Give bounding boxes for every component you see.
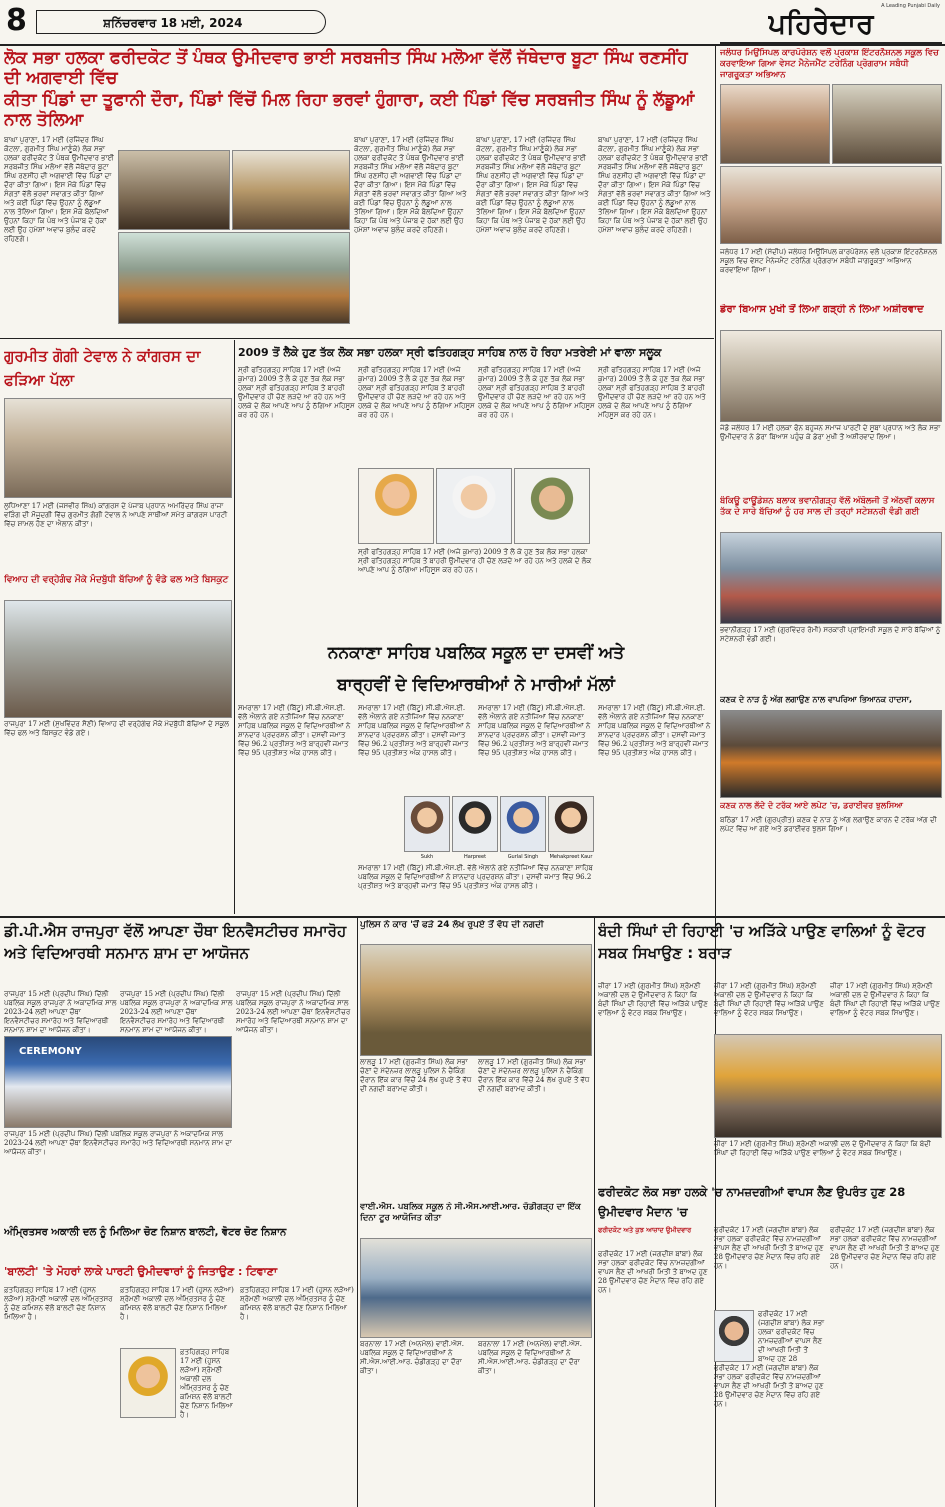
student-photos [404,796,596,862]
anniversary-headline: ਵਿਆਹ ਦੀ ਵਰ੍ਹੇਗੰਢ ਮੌਕੇ ਮੰਦਬੁੱਧੀ ਬੱਚਿਆਂ ਨੂੰ ਵੰਡੇ ਫਲ ਅਤੇ ਬਿਸਕੁਟ [4,575,229,585]
fatehgarh-headline: 2009 ਤੋਂ ਲੈਕੇ ਹੁਣ ਤੱਕ ਲੋਕ ਸਭਾ ਹਲਕਾ ਸ੍ਰੀ ਫਤਿਹਗੜ੍ਹ ਸਾਹਿਬ ਨਾਲ ਹੋ ਰਿਹਾ ਮਤਰੇਈ ਮਾਂ ਵਾਲਾ ਸਲੂਕ [238,346,662,359]
date-text: ਸ਼ਨਿੱਚਰਵਾਰ 18 ਮਈ, 2024 [103,16,243,30]
dps-photo-label: CEREMONY [19,1046,82,1057]
nankana-headline-1: ਨਨਕਾਣਾ ਸਾਹਿਬ ਪਬਲਿਕ ਸਕੂਲ ਦਾ ਦਸਵੀਂ ਅਤੇ [327,643,625,663]
fire-headline: ਕਣਕ ਦੇ ਨਾੜ ਨੂੰ ਅੱਗ ਲਗਾਉਣ ਨਾਲ ਵਾਪਰਿਆ ਭਿਆਨਕ ਹਾਦਸਾ, [720,695,913,704]
faridkot-col-1: ਫਰੀਦਕੋਟ 17 ਮਈ (ਜਗਦੀਸ਼ ਬਾਂਬਾ) ਲੋਕ ਸਭਾ ਹਲਕਾ ਫਰੀਦਕੋਟ ਵਿੱਚ ਨਾਮਜ਼ਦਗੀਆਂ ਵਾਪਸ ਲੈਣ ਦੀ ਆਖਰੀ ਮਿਤੀ ਤੋਂ ਬਾਅਦ ਹੁਣ 28 ਉਮੀਦਵਾਰ ਚੋਣ ਮੈਦਾਨ ਵਿੱਚ ਰਹਿ ਗਏ ਹਨ। [598,1250,708,1294]
dps-headline: ਡੀ.ਪੀ.ਐਸ ਰਾਜਪੁਰਾ ਵੱਲੋਂ ਆਪਣਾ ਚੌਥਾ ਇਨਵੈਸਟੀਚਰ ਸਮਾਰੋਹ ਅਤੇ ਵਿਦਿਆਰਥੀ ਸਨਮਾਨ ਸ਼ਾਮ ਦਾ ਆਯੋਜਨ [4,922,347,962]
tiwana-col-1: ਫ਼ਤਹਿਗੜ੍ਹ ਸਾਹਿਬ 17 ਮਈ (ਹੁਸਨ ਲੜੋਆ) ਸ਼੍ਰੋਮਣੀ ਅਕਾਲੀ ਦਲ ਅੰਮ੍ਰਿਤਸਰ ਨੂੰ ਚੋਣ ਕਮਿਸ਼ਨ ਵੱਲੋਂ ਬਾਲਟੀ ਚੋਣ ਨਿਸ਼ਾਨ ਮਿਲਿਆ ਹੈ। [4,1286,113,1321]
masthead-title-box [720,2,942,44]
fatehgarh-left-rule [234,340,235,914]
top-story-col-3: ਬਾਘਾ ਪੁਰਾਣਾ, 17 ਮਈ (ਰਜਿੰਦਰ ਸਿੰਘ ਕੋਟਲਾ, ਗੁਰਮੀਤ ਸਿੰਘ ਮਾਣੂੰਕੇ) ਲੋਕ ਸਭਾ ਹਲਕਾ ਫਰੀਦਕੋਟ ਤੋਂ ਪੰਥਕ ਉਮੀਦਵਾਰ ਭਾਈ ਸਰਬਜੀਤ ਸਿੰਘ ਮਲੋਆ ਵੱਲੋਂ ਜੱਥੇਦਾਰ ਬੂਟਾ ਸਿੰਘ ਰਣਸੀਂਹ ਦੀ ਅਗਵਾਈ ਵਿੱਚ ਪਿੰਡਾਂ ਦਾ ਦੌਰਾ ਕੀਤਾ ਗਿਆ। ਇਸ ਮੌਕੇ ਪਿੰਡਾਂ ਵਿੱਚ ਸੰਗਤਾਂ ਵੱਲੋਂ ਭਰਵਾਂ ਸਵਾਗਤ ਕੀਤਾ ਗਿਆ ਅਤੇ ਕਈ ਪਿੰਡਾਂ ਵਿੱਚ ਉਹਨਾਂ ਨੂੰ ਲੱਡੂਆਂ ਨਾਲ ਤੋਲਿਆ ਗਿਆ। ਇਸ ਮੌਕੇ ਬੋਲਦਿਆਂ ਉਹਨਾਂ ਕਿਹਾ ਕਿ ਪੰਥ ਅਤੇ ਪੰਜਾਬ ਦੇ ਹੱਕਾਂ ਲਈ ਉਹ ਹਮੇਸ਼ਾਂ ਅਵਾਜ਼ ਬੁਲੰਦ ਕਰਦੇ ਰਹਿਣਗੇ। [476,136,589,234]
faridkot-col-3: ਫਰੀਦਕੋਟ 17 ਮਈ (ਜਗਦੀਸ਼ ਬਾਂਬਾ) ਲੋਕ ਸਭਾ ਹਲਕਾ ਫਰੀਦਕੋਟ ਵਿੱਚ ਨਾਮਜ਼ਦਗੀਆਂ ਵਾਪਸ ਲੈਣ ਦੀ ਆਖਰੀ ਮਿਤੀ ਤੋਂ ਬਾਅਦ ਹੁਣ 28 [758,1310,825,1362]
bankiu-body: ਭਵਾਨੀਗੜ੍ਹ 17 ਮਈ (ਗੁਰਵਿੰਦਰ ਰੋਮੀ) ਸਰਕਾਰੀ ਪ੍ਰਾਇਮਰੀ ਸਕੂਲ ਦੇ ਸਾਰੇ ਬੱਚਿਆਂ ਨੂੰ ਸਟੇਸ਼ਨਰੀ ਵੰਡੀ ਗਈ। [720,626,941,643]
faridkot-sub: ਫਰੀਦਕੋਟ ਅਤੇ ਕੁਝ ਆਜ਼ਾਦ ਉਮੀਦਵਾਰ [598,1226,692,1234]
dera-photo [720,330,942,422]
tiwana-col-3: ਫ਼ਤਹਿਗੜ੍ਹ ਸਾਹਿਬ 17 ਮਈ (ਹੁਸਨ ਲੜੋਆ) ਸ਼੍ਰੋਮਣੀ ਅਕਾਲੀ ਦਲ ਅੰਮ੍ਰਿਤਸਰ ਨੂੰ ਚੋਣ ਕਮਿਸ਼ਨ ਵੱਲੋਂ ਬਾਲਟੀ ਚੋਣ ਨਿਸ਼ਾਨ ਮਿਲਿਆ ਹੈ। [180,1348,233,1419]
dera-body: ਜੰਡੋ ਜਲੰਧਰ 17 ਮਈ ਹਲਕਾ ਫੋਨ ਬਹੁਜਨ ਸਮਾਜ ਪਾਰਟੀ ਦੇ ਸੂਬਾ ਪ੍ਰਧਾਨ ਅਤੇ ਲੋਕ ਸਭਾ ਉਮੀਦਵਾਰ ਨੇ ਡੇਰਾ ਬਿਆਸ ਪਹੁੰਚ ਕੇ ਡੇਰਾ ਮੁਖੀ ਤੋਂ ਅਸ਼ੀਰਵਾਦ ਲਿਆ। [720,424,941,441]
police-photo [360,944,592,1056]
student-label-3: Gurlal Singh [507,854,539,860]
fatehgarh-portrait-3 [514,468,590,544]
dps-col-2: ਰਾਜਪੁਰਾ 15 ਮਈ (ਪ੍ਰਦੀਪ ਸਿੰਘ) ਦਿੱਲੀ ਪਬਲਿਕ ਸਕੂਲ ਰਾਜਪੁਰਾ ਨੇ ਅਕਾਦਮਿਕ ਸਾਲ 2023-24 ਲਈ ਆਪਣਾ ਚੌਥਾ ਇਨਵੈਸਟੀਚਰ ਸਮਾਰੋਹ ਅਤੇ ਵਿਦਿਆਰਥੀ ਸਨਮਾਨ ਸ਼ਾਮ ਦਾ ਆਯੋਜਨ ਕੀਤਾ। [120,990,233,1034]
newspaper-title: ਪਹਿਰੇਦਾਰ [768,7,874,40]
faridkot-headline: ਫਰੀਦਕੋਟ ਲੋਕ ਸਭਾ ਹਲਕੇ 'ਚ ਨਾਮਜ਼ਦਗੀਆਂ ਵਾਪਸ ਲੈਣ ਉਪਰੰਤ ਹੁਣ 28 ਉਮੀਦਵਾਰ ਮੈਦਾਨ 'ਚ [598,1185,906,1219]
student-photo-3 [500,796,546,852]
nankana-col-5: ਸਮਰਾਲਾ 17 ਮਈ (ਬਿੱਟੂ) ਸੀ.ਬੀ.ਐਸ.ਈ. ਵੱਲੋਂ ਐਲਾਨੇ ਗਏ ਨਤੀਜਿਆਂ ਵਿੱਚ ਨਨਕਾਣਾ ਸਾਹਿਬ ਪਬਲਿਕ ਸਕੂਲ ਦੇ ਵਿਦਿਆਰਥੀਆਂ ਨੇ ਸ਼ਾਨਦਾਰ ਪ੍ਰਦਰਸ਼ਨ ਕੀਤਾ। ਦਸਵੀਂ ਜਮਾਤ ਵਿੱਚ 96.2 ਪ੍ਰਤੀਸ਼ਤ ਅਤੇ ਬਾਰ੍ਹਵੀਂ ਜਮਾਤ ਵਿੱਚ 95 ਪ੍ਰਤੀਸ਼ਤ ਅੰਕ ਹਾਸਲ ਕੀਤੇ। [358,864,593,890]
brar-col-3: ਜ਼ੀਰਾ 17 ਮਈ (ਗੁਰਮੀਤ ਸਿੰਘ) ਸ਼੍ਰੋਮਣੀ ਅਕਾਲੀ ਦਲ ਦੇ ਉਮੀਦਵਾਰ ਨੇ ਕਿਹਾ ਕਿ ਬੰਦੀ ਸਿੰਘਾਂ ਦੀ ਰਿਹਾਈ ਵਿੱਚ ਅੜਿੱਕੇ ਪਾਉਣ ਵਾਲਿਆਂ ਨੂੰ ਵੋਟਰ ਸਬਕ ਸਿਖਾਉਣ। [830,982,940,1017]
bankiu-headline: ਬੰਕਿਊ ਫਾਊਂਡੇਸ਼ਨ ਬਲਾਕ ਭਵਾਨੀਗੜ੍ਹ ਵੱਲੋਂ ਅੰਬੋਲਜੀ ਤੋਂ ਅੱਠਵੀਂ ਕਲਾਸ ਤੱਕ ਦੇ ਸਾਰੇ ਬੱਚਿਆਂ ਨੂੰ ਹਰ ਸਾਲ ਦੀ ਤਰ੍ਹਾਂ ਸਟੇਸ਼ਨਰੀ ਵੰਡੀ ਗਈ [720,496,935,517]
student-label-1: Sukh [420,854,434,860]
fatehgarh-portrait-1 [358,468,434,544]
nankana-col-1: ਸਮਰਾਲਾ 17 ਮਈ (ਬਿੱਟੂ) ਸੀ.ਬੀ.ਐਸ.ਈ. ਵੱਲੋਂ ਐਲਾਨੇ ਗਏ ਨਤੀਜਿਆਂ ਵਿੱਚ ਨਨਕਾਣਾ ਸਾਹਿਬ ਪਬਲਿਕ ਸਕੂਲ ਦੇ ਵਿਦਿਆਰਥੀਆਂ ਨੇ ਸ਼ਾਨਦਾਰ ਪ੍ਰਦਰਸ਼ਨ ਕੀਤਾ। ਦਸਵੀਂ ਜਮਾਤ ਵਿੱਚ 96.2 ਪ੍ਰਤੀਸ਼ਤ ਅਤੇ ਬਾਰ੍ਹਵੀਂ ਜਮਾਤ ਵਿੱਚ 95 ਪ੍ਰਤੀਸ਼ਤ ਅੰਕ ਹਾਸਲ ਕੀਤੇ। [238,704,351,757]
dera-headline: ਡੇਰਾ ਬਿਆਸ ਮੁਖੀ ਤੋਂ ਲਿਆ ਗੜ੍ਹੀ ਨੇ ਲਿਆ ਅਸ਼ੀਰਵਾਦ [720,304,924,315]
fire-caption: ਕਣਕ ਨਾਲ ਲੱਦੇ ਦੋ ਟਰੱਕ ਆਏ ਲਪੇਟ 'ਚ, ਡਰਾਈਵਰ ਝੁਲਸਿਆ [720,801,903,810]
ryms-headline: ਵਾਈ.ਐਸ. ਪਬਲਿਕ ਸਕੂਲ ਨੇ ਸੀ.ਐਸ.ਆਈ.ਆਰ. ਚੰਡੀਗੜ੍ਹ ਦਾ ਇੱਕ ਦਿਨਾ ਟੂਰ ਆਯੋਜਿਤ ਕੀਤਾ [360,1202,581,1223]
top-story-rule [0,338,714,339]
fatehgarh-col-5: ਸ੍ਰੀ ਫਤਿਹਗੜ੍ਹ ਸਾਹਿਬ 17 ਮਈ (ਅਜੇ ਕੁਮਾਰ) 2009 ਤੋਂ ਲੈ ਕੇ ਹੁਣ ਤੱਕ ਲੋਕ ਸਭਾ ਹਲਕਾ ਸ੍ਰੀ ਫਤਿਹਗੜ੍ਹ ਸਾਹਿਬ ਤੋਂ ਬਾਹਰੀ ਉਮੀਦਵਾਰ ਹੀ ਚੋਣ ਲੜਦੇ ਆ ਰਹੇ ਹਨ ਅਤੇ ਹਲਕੇ ਦੇ ਲੋਕ ਆਪਣੇ ਆਪ ਨੂੰ ਠੱਗਿਆ ਮਹਿਸੂਸ ਕਰ ਰਹੇ ਹਨ। [358,548,592,574]
gogi-photo [4,398,232,498]
student-photo-1 [404,796,450,852]
top-headline-2: ਕੀਤਾ ਪਿੰਡਾਂ ਦਾ ਤੂਫਾਨੀ ਦੌਰਾ, ਪਿੰਡਾਂ ਵਿੱਚੋਂ ਮਿਲ ਰਿਹਾ ਭਰਵਾਂ ਹੁੰਗਾਰਾ, ਕਈ ਪਿੰਡਾਂ ਵਿੱਚ ਸਰਬਜੀਤ ਸਿੰਘ ਨੂੰ ਲੱਡੂਆਂ ਨਾਲ ਤੋਲਿਆ [4,90,695,130]
fatehgarh-col-2: ਸ੍ਰੀ ਫਤਿਹਗੜ੍ਹ ਸਾਹਿਬ 17 ਮਈ (ਅਜੇ ਕੁਮਾਰ) 2009 ਤੋਂ ਲੈ ਕੇ ਹੁਣ ਤੱਕ ਲੋਕ ਸਭਾ ਹਲਕਾ ਸ੍ਰੀ ਫਤਿਹਗੜ੍ਹ ਸਾਹਿਬ ਤੋਂ ਬਾਹਰੀ ਉਮੀਦਵਾਰ ਹੀ ਚੋਣ ਲੜਦੇ ਆ ਰਹੇ ਹਨ ਅਤੇ ਹਲਕੇ ਦੇ ਲੋਕ ਆਪਣੇ ਆਪ ਨੂੰ ਠੱਗਿਆ ਮਹਿਸੂਸ ਕਰ ਰਹੇ ਹਨ। [358,366,475,419]
student-photo-4 [548,796,594,852]
police-left-rule [357,918,358,1507]
brar-col-1: ਜ਼ੀਰਾ 17 ਮਈ (ਗੁਰਮੀਤ ਸਿੰਘ) ਸ਼੍ਰੋਮਣੀ ਅਕਾਲੀ ਦਲ ਦੇ ਉਮੀਦਵਾਰ ਨੇ ਕਿਹਾ ਕਿ ਬੰਦੀ ਸਿੰਘਾਂ ਦੀ ਰਿਹਾਈ ਵਿੱਚ ਅੜਿੱਕੇ ਪਾਉਣ ਵਾਲਿਆਂ ਨੂੰ ਵੋਟਰ ਸਬਕ ਸਿਖਾਉਣ। [598,982,708,1017]
fire-photo [720,710,942,798]
dps-photo [4,1036,232,1128]
top-story-col-1: ਬਾਘਾ ਪੁਰਾਣਾ, 17 ਮਈ (ਰਜਿੰਦਰ ਸਿੰਘ ਕੋਟਲਾ, ਗੁਰਮੀਤ ਸਿੰਘ ਮਾਣੂੰਕੇ) ਲੋਕ ਸਭਾ ਹਲਕਾ ਫਰੀਦਕੋਟ ਤੋਂ ਪੰਥਕ ਉਮੀਦਵਾਰ ਭਾਈ ਸਰਬਜੀਤ ਸਿੰਘ ਮਲੋਆ ਵੱਲੋਂ ਜੱਥੇਦਾਰ ਬੂਟਾ ਸਿੰਘ ਰਣਸੀਂਹ ਦੀ ਅਗਵਾਈ ਵਿੱਚ ਪਿੰਡਾਂ ਦਾ ਦੌਰਾ ਕੀਤਾ ਗਿਆ। ਇਸ ਮੌਕੇ ਪਿੰਡਾਂ ਵਿੱਚ ਸੰਗਤਾਂ ਵੱਲੋਂ ਭਰਵਾਂ ਸਵਾਗਤ ਕੀਤਾ ਗਿਆ ਅਤੇ ਕਈ ਪਿੰਡਾਂ ਵਿੱਚ ਉਹਨਾਂ ਨੂੰ ਲੱਡੂਆਂ ਨਾਲ ਤੋਲਿਆ ਗਿਆ। ਇਸ ਮੌਕੇ ਬੋਲਦਿਆਂ ਉਹਨਾਂ ਕਿਹਾ ਕਿ ਪੰਥ ਅਤੇ ਪੰਜਾਬ ਦੇ ਹੱਕਾਂ ਲਈ ਉਹ ਹਮੇਸ਼ਾਂ ਅਵਾਜ਼ ਬੁਲੰਦ ਕਰਦੇ ਰਹਿਣਗੇ। [4,136,114,243]
fatehgarh-col-4: ਸ੍ਰੀ ਫਤਿਹਗੜ੍ਹ ਸਾਹਿਬ 17 ਮਈ (ਅਜੇ ਕੁਮਾਰ) 2009 ਤੋਂ ਲੈ ਕੇ ਹੁਣ ਤੱਕ ਲੋਕ ਸਭਾ ਹਲਕਾ ਸ੍ਰੀ ਫਤਿਹਗੜ੍ਹ ਸਾਹਿਬ ਤੋਂ ਬਾਹਰੀ ਉਮੀਦਵਾਰ ਹੀ ਚੋਣ ਲੜਦੇ ਆ ਰਹੇ ਹਨ ਅਤੇ ਹਲਕੇ ਦੇ ਲੋਕ ਆਪਣੇ ਆਪ ਨੂੰ ਠੱਗਿਆ ਮਹਿਸੂਸ ਕਰ ਰਹੇ ਹਨ। [598,366,706,419]
top-photo-1 [118,150,230,230]
anniversary-photo [4,600,232,718]
police-headline: ਪੁਲਿਸ ਨੇ ਕਾਰ 'ਚੋਂ ਫੜੇ 24 ਲੱਖ ਰੁਪਏ ਤੋਂ ਵੱਧ ਦੀ ਨਗਦੀ [360,920,544,930]
fatehgarh-col-3: ਸ੍ਰੀ ਫਤਿਹਗੜ੍ਹ ਸਾਹਿਬ 17 ਮਈ (ਅਜੇ ਕੁਮਾਰ) 2009 ਤੋਂ ਲੈ ਕੇ ਹੁਣ ਤੱਕ ਲੋਕ ਸਭਾ ਹਲਕਾ ਸ੍ਰੀ ਫਤਿਹਗੜ੍ਹ ਸਾਹਿਬ ਤੋਂ ਬਾਹਰੀ ਉਮੀਦਵਾਰ ਹੀ ਚੋਣ ਲੜਦੇ ਆ ਰਹੇ ਹਨ ਅਤੇ ਹਲਕੇ ਦੇ ਲੋਕ ਆਪਣੇ ਆਪ ਨੂੰ ਠੱਗਿਆ ਮਹਿਸੂਸ ਕਰ ਰਹੇ ਹਨ। [478,366,595,419]
top-story-col-4: ਬਾਘਾ ਪੁਰਾਣਾ, 17 ਮਈ (ਰਜਿੰਦਰ ਸਿੰਘ ਕੋਟਲਾ, ਗੁਰਮੀਤ ਸਿੰਘ ਮਾਣੂੰਕੇ) ਲੋਕ ਸਭਾ ਹਲਕਾ ਫਰੀਦਕੋਟ ਤੋਂ ਪੰਥਕ ਉਮੀਦਵਾਰ ਭਾਈ ਸਰਬਜੀਤ ਸਿੰਘ ਮਲੋਆ ਵੱਲੋਂ ਜੱਥੇਦਾਰ ਬੂਟਾ ਸਿੰਘ ਰਣਸੀਂਹ ਦੀ ਅਗਵਾਈ ਵਿੱਚ ਪਿੰਡਾਂ ਦਾ ਦੌਰਾ ਕੀਤਾ ਗਿਆ। ਇਸ ਮੌਕੇ ਪਿੰਡਾਂ ਵਿੱਚ ਸੰਗਤਾਂ ਵੱਲੋਂ ਭਰਵਾਂ ਸਵਾਗਤ ਕੀਤਾ ਗਿਆ ਅਤੇ ਕਈ ਪਿੰਡਾਂ ਵਿੱਚ ਉਹਨਾਂ ਨੂੰ ਲੱਡੂਆਂ ਨਾਲ ਤੋਲਿਆ ਗਿਆ। ਇਸ ਮੌਕੇ ਬੋਲਦਿਆਂ ਉਹਨਾਂ ਕਿਹਾ ਕਿ ਪੰਥ ਅਤੇ ਪੰਜਾਬ ਦੇ ਹੱਕਾਂ ਲਈ ਉਹ ਹਮੇਸ਼ਾਂ ਅਵਾਜ਼ ਬੁਲੰਦ ਕਰਦੇ ਰਹਿਣਗੇ। [598,136,711,234]
top-story-col-2: ਬਾਘਾ ਪੁਰਾਣਾ, 17 ਮਈ (ਰਜਿੰਦਰ ਸਿੰਘ ਕੋਟਲਾ, ਗੁਰਮੀਤ ਸਿੰਘ ਮਾਣੂੰਕੇ) ਲੋਕ ਸਭਾ ਹਲਕਾ ਫਰੀਦਕੋਟ ਤੋਂ ਪੰਥਕ ਉਮੀਦਵਾਰ ਭਾਈ ਸਰਬਜੀਤ ਸਿੰਘ ਮਲੋਆ ਵੱਲੋਂ ਜੱਥੇਦਾਰ ਬੂਟਾ ਸਿੰਘ ਰਣਸੀਂਹ ਦੀ ਅਗਵਾਈ ਵਿੱਚ ਪਿੰਡਾਂ ਦਾ ਦੌਰਾ ਕੀਤਾ ਗਿਆ। ਇਸ ਮੌਕੇ ਪਿੰਡਾਂ ਵਿੱਚ ਸੰਗਤਾਂ ਵੱਲੋਂ ਭਰਵਾਂ ਸਵਾਗਤ ਕੀਤਾ ਗਿਆ ਅਤੇ ਕਈ ਪਿੰਡਾਂ ਵਿੱਚ ਉਹਨਾਂ ਨੂੰ ਲੱਡੂਆਂ ਨਾਲ ਤੋਲਿਆ ਗਿਆ। ਇਸ ਮੌਕੇ ਬੋਲਦਿਆਂ ਉਹਨਾਂ ਕਿਹਾ ਕਿ ਪੰਥ ਅਤੇ ਪੰਜਾਬ ਦੇ ਹੱਕਾਂ ਲਈ ਉਹ ਹਮੇਸ਼ਾਂ ਅਵਾਜ਼ ਬੁਲੰਦ ਕਰਦੇ ਰਹਿਣਗੇ। [354,136,467,234]
brar-photo [714,1034,942,1138]
tiwana-portrait [120,1348,176,1418]
ryms-col-2: ਬਰਨਾਲਾ 17 ਮਈ (ਅਨਮੋਲ) ਵਾਈ.ਐਸ. ਪਬਲਿਕ ਸਕੂਲ ਦੇ ਵਿਦਿਆਰਥੀਆਂ ਨੇ ਸੀ.ਐਸ.ਆਈ.ਆਰ. ਚੰਡੀਗੜ੍ਹ ਦਾ ਦੌਰਾ ਕੀਤਾ। [478,1340,582,1375]
top-photo-2 [232,150,350,230]
gogi-headline: ਗੁਰਮੀਤ ਗੋਗੀ ਟੇਵਾਲ ਨੇ ਕਾਂਗਰਸ ਦਾ ਫੜਿਆ ਪੱਲਾ [4,347,201,389]
student-photo-2 [452,796,498,852]
nankana-col-4: ਸਮਰਾਲਾ 17 ਮਈ (ਬਿੱਟੂ) ਸੀ.ਬੀ.ਐਸ.ਈ. ਵੱਲੋਂ ਐਲਾਨੇ ਗਏ ਨਤੀਜਿਆਂ ਵਿੱਚ ਨਨਕਾਣਾ ਸਾਹਿਬ ਪਬਲਿਕ ਸਕੂਲ ਦੇ ਵਿਦਿਆਰਥੀਆਂ ਨੇ ਸ਼ਾਨਦਾਰ ਪ੍ਰਦਰਸ਼ਨ ਕੀਤਾ। ਦਸਵੀਂ ਜਮਾਤ ਵਿੱਚ 96.2 ਪ੍ਰਤੀਸ਼ਤ ਅਤੇ ਬਾਰ੍ਹਵੀਂ ਜਮਾਤ ਵਿੱਚ 95 ਪ੍ਰਤੀਸ਼ਤ ਅੰਕ ਹਾਸਲ ਕੀਤੇ। [598,704,711,757]
dps-col-4: ਰਾਜਪੁਰਾ 15 ਮਈ (ਪ੍ਰਦੀਪ ਸਿੰਘ) ਦਿੱਲੀ ਪਬਲਿਕ ਸਕੂਲ ਰਾਜਪੁਰਾ ਨੇ ਅਕਾਦਮਿਕ ਸਾਲ 2023-24 ਲਈ ਆਪਣਾ ਚੌਥਾ ਇਨਵੈਸਟੀਚਰ ਸਮਾਰੋਹ ਅਤੇ ਵਿਦਿਆਰਥੀ ਸਨਮਾਨ ਸ਼ਾਮ ਦਾ ਆਯੋਜਨ ਕੀਤਾ। [4,1130,232,1156]
nankana-col-3: ਸਮਰਾਲਾ 17 ਮਈ (ਬਿੱਟੂ) ਸੀ.ਬੀ.ਐਸ.ਈ. ਵੱਲੋਂ ਐਲਾਨੇ ਗਏ ਨਤੀਜਿਆਂ ਵਿੱਚ ਨਨਕਾਣਾ ਸਾਹਿਬ ਪਬਲਿਕ ਸਕੂਲ ਦੇ ਵਿਦਿਆਰਥੀਆਂ ਨੇ ਸ਼ਾਨਦਾਰ ਪ੍ਰਦਰਸ਼ਨ ਕੀਤਾ। ਦਸਵੀਂ ਜਮਾਤ ਵਿੱਚ 96.2 ਪ੍ਰਤੀਸ਼ਤ ਅਤੇ ਬਾਰ੍ਹਵੀਂ ਜਮਾਤ ਵਿੱਚ 95 ਪ੍ਰਤੀਸ਼ਤ ਅੰਕ ਹਾਸਲ ਕੀਤੇ। [478,704,591,757]
fire-body: ਬਠਿੰਡਾ 17 ਮਈ (ਗੁਰਪ੍ਰੀਤ) ਕਣਕ ਦੇ ਨਾੜ ਨੂੰ ਅੱਗ ਲਗਾਉਣ ਕਾਰਨ ਦੋ ਟਰੱਕ ਅੱਗ ਦੀ ਲਪੇਟ ਵਿੱਚ ਆ ਗਏ ਅਤੇ ਡਰਾਈਵਰ ਝੁਲਸ ਗਿਆ। [720,816,937,833]
fatehgarh-col-1: ਸ੍ਰੀ ਫਤਿਹਗੜ੍ਹ ਸਾਹਿਬ 17 ਮਈ (ਅਜੇ ਕੁਮਾਰ) 2009 ਤੋਂ ਲੈ ਕੇ ਹੁਣ ਤੱਕ ਲੋਕ ਸਭਾ ਹਲਕਾ ਸ੍ਰੀ ਫਤਿਹਗੜ੍ਹ ਸਾਹਿਬ ਤੋਂ ਬਾਹਰੀ ਉਮੀਦਵਾਰ ਹੀ ਚੋਣ ਲੜਦੇ ਆ ਰਹੇ ਹਨ ਅਤੇ ਹਲਕੇ ਦੇ ਲੋਕ ਆਪਣੇ ਆਪ ਨੂੰ ਠੱਗਿਆ ਮਹਿਸੂਸ ਕਰ ਰਹੇ ਹਨ। [238,366,355,419]
jalandhar-body: ਜਲੰਧਰ 17 ਮਈ (ਸੰਦੀਪ) ਜਲੰਧਰ ਮਿਉਂਸਿਪਲ ਕਾਰਪੋਰੇਸ਼ਨ ਵਲੋਂ ਪ੍ਰਕਾਸ਼ ਇੰਟਰਨੈਸ਼ਨਲ ਸਕੂਲ ਵਿਚ ਵੇਸਟ ਮੈਨੇਜਮੈਂਟ ਟਰੇਨਿੰਗ ਪ੍ਰੋਗਰਾਮ ਸਬੰਧੀ ਜਾਗਰੂਕਤਾ ਅਭਿਆਨ ਕਰਵਾਇਆ ਗਿਆ। [720,248,938,274]
dps-col-1: ਰਾਜਪੁਰਾ 15 ਮਈ (ਪ੍ਰਦੀਪ ਸਿੰਘ) ਦਿੱਲੀ ਪਬਲਿਕ ਸਕੂਲ ਰਾਜਪੁਰਾ ਨੇ ਅਕਾਦਮਿਕ ਸਾਲ 2023-24 ਲਈ ਆਪਣਾ ਚੌਥਾ ਇਨਵੈਸਟੀਚਰ ਸਮਾਰੋਹ ਅਤੇ ਵਿਦਿਆਰਥੀ ਸਨਮਾਨ ਸ਼ਾਮ ਦਾ ਆਯੋਜਨ ਕੀਤਾ। [4,990,117,1034]
tiwana-headline-2: 'ਬਾਲਟੀ' 'ਤੇ ਮੋਹਰਾਂ ਲਾਕੇ ਪਾਰਟੀ ਉਮੀਦਵਾਰਾਂ ਨੂੰ ਜਿਤਾਉਣ : ਟਿਵਾਣਾ [4,1265,278,1278]
police-col-2: ਲਾਲੜੂ 17 ਮਈ (ਗੁਰਜੀਤ ਸਿੰਘ) ਲੋਕ ਸਭਾ ਚੋਣਾਂ ਦੇ ਮੱਦੇਨਜ਼ਰ ਲਾਲੜੂ ਪੁਲਿਸ ਨੇ ਚੈਕਿੰਗ ਦੌਰਾਨ ਇੱਕ ਕਾਰ ਵਿੱਚੋਂ 24 ਲੱਖ ਰੁਪਏ ਤੋਂ ਵੱਧ ਦੀ ਨਗਦੀ ਬਰਾਮਦ ਕੀਤੀ। [478,1058,590,1093]
dps-col-3: ਰਾਜਪੁਰਾ 15 ਮਈ (ਪ੍ਰਦੀਪ ਸਿੰਘ) ਦਿੱਲੀ ਪਬਲਿਕ ਸਕੂਲ ਰਾਜਪੁਰਾ ਨੇ ਅਕਾਦਮਿਕ ਸਾਲ 2023-24 ਲਈ ਆਪਣਾ ਚੌਥਾ ਇਨਵੈਸਟੀਚਰ ਸਮਾਰੋਹ ਅਤੇ ਵਿਦਿਆਰਥੀ ਸਨਮਾਨ ਸ਼ਾਮ ਦਾ ਆਯੋਜਨ ਕੀਤਾ। [236,990,351,1034]
ryms-photo [360,1238,592,1338]
fatehgarh-portrait-2 [436,468,512,544]
jalandhar-photo-1 [720,84,830,164]
jalandhar-headline: ਜਲੰਧਰ ਮਿਉਂਸਿਪਲ ਕਾਰਪੋਰੇਸ਼ਨ ਵਲੋਂ ਪ੍ਰਕਾਸ਼ ਇੰਟਰਨੈਸ਼ਨਲ ਸਕੂਲ ਵਿਚ ਕਰਵਾਇਆ ਗਿਆ ਵੇਸਟ ਮੈਨੇਜਮੈਂਟ ਟਰੇਨਿੰਗ ਪ੍ਰੋਗਰਾਮ ਸਬੰਧੀ ਜਾਗਰੂਕਤਾ ਅਭਿਆਨ [720,48,939,80]
jalandhar-photo-2 [832,84,942,164]
masthead [0,0,945,44]
nankana-headline-2: ਬਾਰ੍ਹਵੀਂ ਦੇ ਵਿਦਿਆਰਥੀਆਂ ਨੇ ਮਾਰੀਆਂ ਮੱਲਾਂ [337,675,615,695]
faridkot-portrait [714,1310,754,1362]
top-photo-3 [118,232,350,324]
nankana-col-2: ਸਮਰਾਲਾ 17 ਮਈ (ਬਿੱਟੂ) ਸੀ.ਬੀ.ਐਸ.ਈ. ਵੱਲੋਂ ਐਲਾਨੇ ਗਏ ਨਤੀਜਿਆਂ ਵਿੱਚ ਨਨਕਾਣਾ ਸਾਹਿਬ ਪਬਲਿਕ ਸਕੂਲ ਦੇ ਵਿਦਿਆਰਥੀਆਂ ਨੇ ਸ਼ਾਨਦਾਰ ਪ੍ਰਦਰਸ਼ਨ ਕੀਤਾ। ਦਸਵੀਂ ਜਮਾਤ ਵਿੱਚ 96.2 ਪ੍ਰਤੀਸ਼ਤ ਅਤੇ ਬਾਰ੍ਹਵੀਂ ਜਮਾਤ ਵਿੱਚ 95 ਪ੍ਰਤੀਸ਼ਤ ਅੰਕ ਹਾਸਲ ਕੀਤੇ। [358,704,471,757]
masthead-rule [0,44,945,46]
jalandhar-photo-3 [720,166,942,244]
ryms-col-1: ਬਰਨਾਲਾ 17 ਮਈ (ਅਨਮੋਲ) ਵਾਈ.ਐਸ. ਪਬਲਿਕ ਸਕੂਲ ਦੇ ਵਿਦਿਆਰਥੀਆਂ ਨੇ ਸੀ.ਐਸ.ਆਈ.ਆਰ. ਚੰਡੀਗੜ੍ਹ ਦਾ ਦੌਰਾ ਕੀਤਾ। [360,1340,464,1375]
date-banner [36,10,326,34]
gogi-body: ਲੁਧਿਆਣਾ 17 ਮਈ (ਜਸਵੀਰ ਸਿੰਘ) ਕਾਂਗਰਸ ਦੇ ਪੰਜਾਬ ਪ੍ਰਧਾਨ ਅਮਰਿੰਦਰ ਸਿੰਘ ਰਾਜਾ ਵੜਿੰਗ ਦੀ ਮੌਜੂਦਗੀ ਵਿੱਚ ਗੁਰਮੀਤ ਗੋਗੀ ਟੇਵਾਲ ਨੇ ਆਪਣੇ ਸਾਥੀਆਂ ਸਮੇਤ ਕਾਂਗਰਸ ਪਾਰਟੀ ਵਿੱਚ ਸ਼ਾਮਲ ਹੋਣ ਦਾ ਐਲਾਨ ਕੀਤਾ। [4,502,228,528]
student-label-2: Harpreet [463,854,487,860]
brar-col-4: ਜ਼ੀਰਾ 17 ਮਈ (ਗੁਰਮੀਤ ਸਿੰਘ) ਸ਼੍ਰੋਮਣੀ ਅਕਾਲੀ ਦਲ ਦੇ ਉਮੀਦਵਾਰ ਨੇ ਕਿਹਾ ਕਿ ਬੰਦੀ ਸਿੰਘਾਂ ਦੀ ਰਿਹਾਈ ਵਿੱਚ ਅੜਿੱਕੇ ਪਾਉਣ ਵਾਲਿਆਂ ਨੂੰ ਵੋਟਰ ਸਬਕ ਸਿਖਾਉਣ। [714,1140,931,1157]
top-headline-1: ਲੋਕ ਸਭਾ ਹਲਕਾ ਫਰੀਦਕੋਟ ਤੋਂ ਪੰਥਕ ਉਮੀਦਵਾਰ ਭਾਈ ਸਰਬਜੀਤ ਸਿੰਘ ਮਲੋਆ ਵੱਲੋਂ ਜੱਥੇਦਾਰ ਬੂਟਾ ਸਿੰਘ ਰਣਸੀਂਹ ਦੀ ਅਗਵਾਈ ਵਿੱਚ [4,48,688,88]
brar-left-rule [594,918,595,1507]
student-label-4: Mehakpreet Kaur [549,854,593,860]
tiwana-col-4: ਫ਼ਤਹਿਗੜ੍ਹ ਸਾਹਿਬ 17 ਮਈ (ਹੁਸਨ ਲੜੋਆ) ਸ਼੍ਰੋਮਣੀ ਅਕਾਲੀ ਦਲ ਅੰਮ੍ਰਿਤਸਰ ਨੂੰ ਚੋਣ ਕਮਿਸ਼ਨ ਵੱਲੋਂ ਬਾਲਟੀ ਚੋਣ ਨਿਸ਼ਾਨ ਮਿਲਿਆ ਹੈ। [240,1286,354,1321]
brar-headline: ਬੰਦੀ ਸਿੰਘਾਂ ਦੀ ਰਿਹਾਈ 'ਚ ਅੜਿੱਕੇ ਪਾਉਣ ਵਾਲਿਆਂ ਨੂੰ ਵੋਟਰ ਸਬਕ ਸਿਖਾਉਣ : ਬਰਾੜ [598,922,926,962]
brar-col-2: ਜ਼ੀਰਾ 17 ਮਈ (ਗੁਰਮੀਤ ਸਿੰਘ) ਸ਼੍ਰੋਮਣੀ ਅਕਾਲੀ ਦਲ ਦੇ ਉਮੀਦਵਾਰ ਨੇ ਕਿਹਾ ਕਿ ਬੰਦੀ ਸਿੰਘਾਂ ਦੀ ਰਿਹਾਈ ਵਿੱਚ ਅੜਿੱਕੇ ਪਾਉਣ ਵਾਲਿਆਂ ਨੂੰ ਵੋਟਰ ਸਬਕ ਸਿਖਾਉਣ। [714,982,824,1017]
faridkot-col-4: ਫਰੀਦਕੋਟ 17 ਮਈ (ਜਗਦੀਸ਼ ਬਾਂਬਾ) ਲੋਕ ਸਭਾ ਹਲਕਾ ਫਰੀਦਕੋਟ ਵਿੱਚ ਨਾਮਜ਼ਦਗੀਆਂ ਵਾਪਸ ਲੈਣ ਦੀ ਆਖਰੀ ਮਿਤੀ ਤੋਂ ਬਾਅਦ ਹੁਣ 28 ਉਮੀਦਵਾਰ ਚੋਣ ਮੈਦਾਨ ਵਿੱਚ ਰਹਿ ਗਏ ਹਨ। [714,1364,824,1408]
tiwana-col-2: ਫ਼ਤਹਿਗੜ੍ਹ ਸਾਹਿਬ 17 ਮਈ (ਹੁਸਨ ਲੜੋਆ) ਸ਼੍ਰੋਮਣੀ ਅਕਾਲੀ ਦਲ ਅੰਮ੍ਰਿਤਸਰ ਨੂੰ ਚੋਣ ਕਮਿਸ਼ਨ ਵੱਲੋਂ ਬਾਲਟੀ ਚੋਣ ਨਿਸ਼ਾਨ ਮਿਲਿਆ ਹੈ। [120,1286,234,1321]
tiwana-headline: ਅੰਮ੍ਰਿਤਸਰ ਅਕਾਲੀ ਦਲ ਨੂੰ ਮਿਲਿਆ ਚੋਣ ਨਿਸ਼ਾਨ ਬਾਲਟੀ, ਵੋਟਰ ਚੋਣ ਨਿਸ਼ਾਨ [4,1227,287,1238]
tagline: A Leading Punjabi Daily [881,3,940,9]
mid-rule [0,916,945,918]
faridkot-col-2: ਫਰੀਦਕੋਟ 17 ਮਈ (ਜਗਦੀਸ਼ ਬਾਂਬਾ) ਲੋਕ ਸਭਾ ਹਲਕਾ ਫਰੀਦਕੋਟ ਵਿੱਚ ਨਾਮਜ਼ਦਗੀਆਂ ਵਾਪਸ ਲੈਣ ਦੀ ਆਖਰੀ ਮਿਤੀ ਤੋਂ ਬਾਅਦ ਹੁਣ 28 ਉਮੀਦਵਾਰ ਚੋਣ ਮੈਦਾਨ ਵਿੱਚ ਰਹਿ ਗਏ ਹਨ। [714,1226,824,1270]
anniversary-body: ਰਾਜਪੁਰਾ 17 ਮਈ (ਸੁਖਵਿੰਦਰ ਸੈਣੀ) ਵਿਆਹ ਦੀ ਵਰ੍ਹੇਗੰਢ ਮੌਕੇ ਮੰਦਬੁੱਧੀ ਬੱਚਿਆਂ ਦੇ ਸਕੂਲ ਵਿੱਚ ਫਲ ਅਤੇ ਬਿਸਕੁਟ ਵੰਡੇ ਗਏ। [4,720,230,737]
page-number: 8 [6,3,27,38]
faridkot-col-5: ਫਰੀਦਕੋਟ 17 ਮਈ (ਜਗਦੀਸ਼ ਬਾਂਬਾ) ਲੋਕ ਸਭਾ ਹਲਕਾ ਫਰੀਦਕੋਟ ਵਿੱਚ ਨਾਮਜ਼ਦਗੀਆਂ ਵਾਪਸ ਲੈਣ ਦੀ ਆਖਰੀ ਮਿਤੀ ਤੋਂ ਬਾਅਦ ਹੁਣ 28 ਉਮੀਦਵਾਰ ਚੋਣ ਮੈਦਾਨ ਵਿੱਚ ਰਹਿ ਗਏ ਹਨ। [830,1226,940,1270]
police-col-1: ਲਾਲੜੂ 17 ਮਈ (ਗੁਰਜੀਤ ਸਿੰਘ) ਲੋਕ ਸਭਾ ਚੋਣਾਂ ਦੇ ਮੱਦੇਨਜ਼ਰ ਲਾਲੜੂ ਪੁਲਿਸ ਨੇ ਚੈਕਿੰਗ ਦੌਰਾਨ ਇੱਕ ਕਾਰ ਵਿੱਚੋਂ 24 ਲੱਖ ਰੁਪਏ ਤੋਂ ਵੱਧ ਦੀ ਨਗਦੀ ਬਰਾਮਦ ਕੀਤੀ। [360,1058,472,1093]
bankiu-photo [720,532,942,624]
